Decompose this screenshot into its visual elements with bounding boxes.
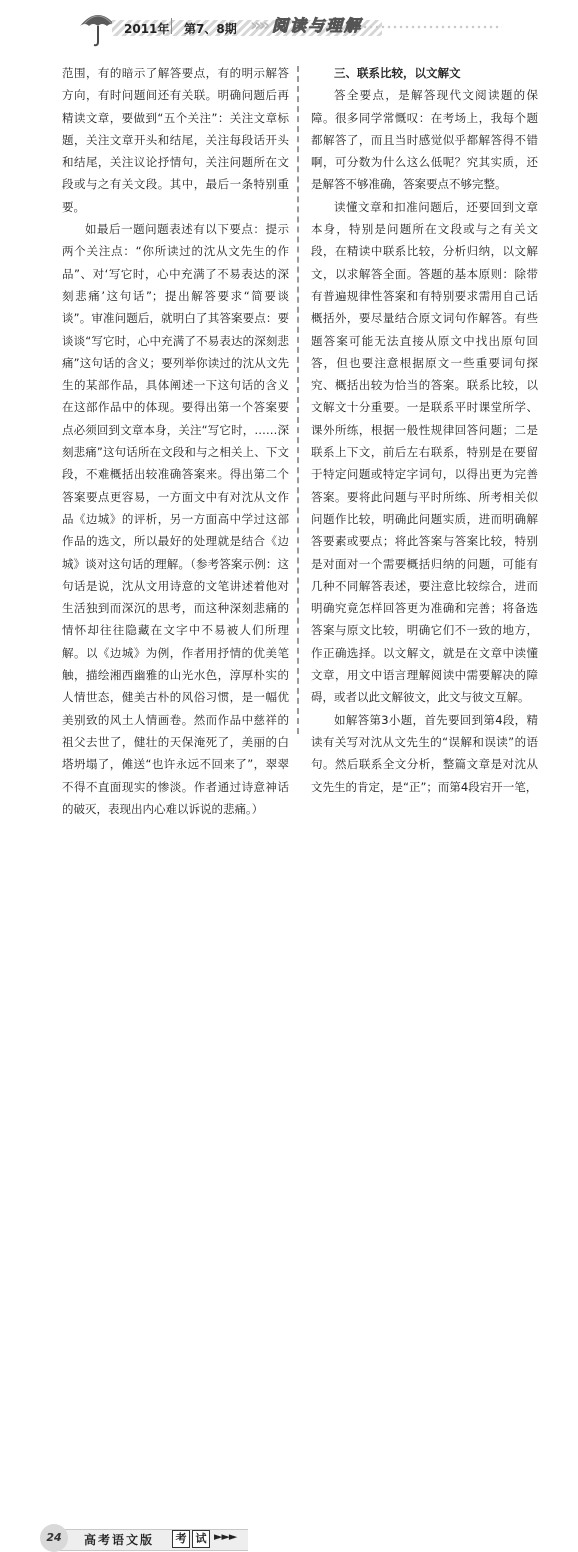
paragraph: 读懂文章和扣准问题后，还要回到文章本身，特别是问题所在文段或与之有关文段，在精读中联系比较，分析归纳，以文解文，以求解答全面。答题的基本原则：除带有普遍规律性答案和有特别要求需用自己话概括外，要尽量结合原文词句作解答。有些题答案可能无法直接从原文中找出原句回答，但也要注意根据原文一些重要词句探究、概括出较为恰当的答案。联系比较，以文解文十分重要。一是联系平时课堂所学、课外所练，根据一般性规律回答问题；二是联系上下文，前后左右联系，特别是在要留于特定问题或特定字词句，以得出更为完善答案。要将此问题与平时所练、所考相关似问题作比较，明确此问题实质，进而明确解答要素或要点；将此答案与答案比较，特别是对面对一个需要概括归纳的问题，可能有几种不同解答表述，要注意比较综合，进而明确究竟怎样回答更为准确和完善；将备选答案与原文比较，明确它们不一致的地方，作正确选择。以文解文，就是在文章中读懂文章，用文中语言理解阅读中需要解决的障碍，或者以此文解彼文，此文与彼文互解。 [311, 199, 538, 705]
header-issue: 第7、8期 [184, 22, 237, 36]
paragraph: 答全要点，是解答现代文阅读题的保障。很多同学常慨叹：在考场上，我每个题都解答了，而且当时感觉似乎都解答得不错啊，可分数为什么这么低呢？究其实质，还是解答不够准确，答案要点不够完整。 [311, 88, 538, 192]
header-section-title: 阅读与理解 [272, 16, 363, 35]
page-header [0, 0, 578, 60]
header-chevrons: »» [250, 15, 268, 36]
section-heading: 三、联系比较，以文解文 [334, 66, 461, 80]
footer-journal-name: 高考语文版 [84, 1533, 155, 1547]
column-divider [297, 66, 299, 734]
paragraph: 如解答第3小题，首先要回到第4段，精读有关写对沈从文先生的“误解和误读”的语句。然后联系全文分析，整篇文章是对沈从文先生的肯定，是“正”；而第4段宕开一笔， [311, 712, 538, 794]
header-year: 2011年 [124, 22, 170, 36]
footer-arrows: ►►► [214, 1530, 237, 1543]
page-number: 24 [40, 1524, 68, 1552]
paragraph: 范围，有的暗示了解答要点，有的明示解答方向，有时问题间还有关联。明确问题后再精读文章，要做到“五个关注”：关注文章标题，关注文章开头和结尾，关注每段话开头和结尾，关注议论抒情句，关注问题所在文段或与之有关文段。其中，最后一条特别重要。 [62, 66, 289, 214]
left-column [62, 62, 289, 820]
paragraph: 如最后一题问题表述有以下要点：提示两个关注点：“你所读过的沈从文先生的作品”、对‘写它时，心中充满了不易表达的深刻悲痛’这句话”；提出解答要求“简要谈谈”。审准问题后，就明白了其答案要点：要谈谈“写它时，心中充满了不易表达的深刻悲痛”这句话的含义；要列举你读过的沈从文先生的某部作品，具体阐述一下这句话的含义在这部作品中的体现。要得出第一个答案要点必须回到文章本身，关注“写它时，……深刻悲痛”这句话所在文段和与之相关上、下文段，不难概括出较准确答案来。得出第二个答案要点更容易，一方面文中有对沈从文作品《边城》的评析，另一方面高中学过这部作品的选文，所以最好的处理就是结合《边城》谈对这句话的理解。（参考答案示例：这句话是说，沈从文用诗意的文笔讲述着他对生活独到而深沉的思考，而这种深刻悲痛的情怀却往往隐藏在文字中不易被人们所理解。以《边城》为例，作者用抒情的优美笔触，描绘湘西幽雅的山光水色，淳厚朴实的人情世态，健美古朴的风俗习惯，是一幅优美别致的风土人情画卷。然而作品中慈祥的祖父去世了，健壮的天保淹死了，美丽的白塔坍塌了，傩送“也许永远不回来了”，翠翠不得不直面现实的惨淡。作者通过诗意神话的破灭，表现出内心难以诉说的悲痛。） [62, 222, 289, 816]
footer-box-char: 试 [192, 1530, 210, 1548]
header-dot-band [362, 24, 502, 30]
page-footer [0, 758, 578, 1547]
footer-box-char: 考 [172, 1530, 190, 1548]
header-separator [171, 18, 172, 34]
right-column [311, 62, 538, 798]
